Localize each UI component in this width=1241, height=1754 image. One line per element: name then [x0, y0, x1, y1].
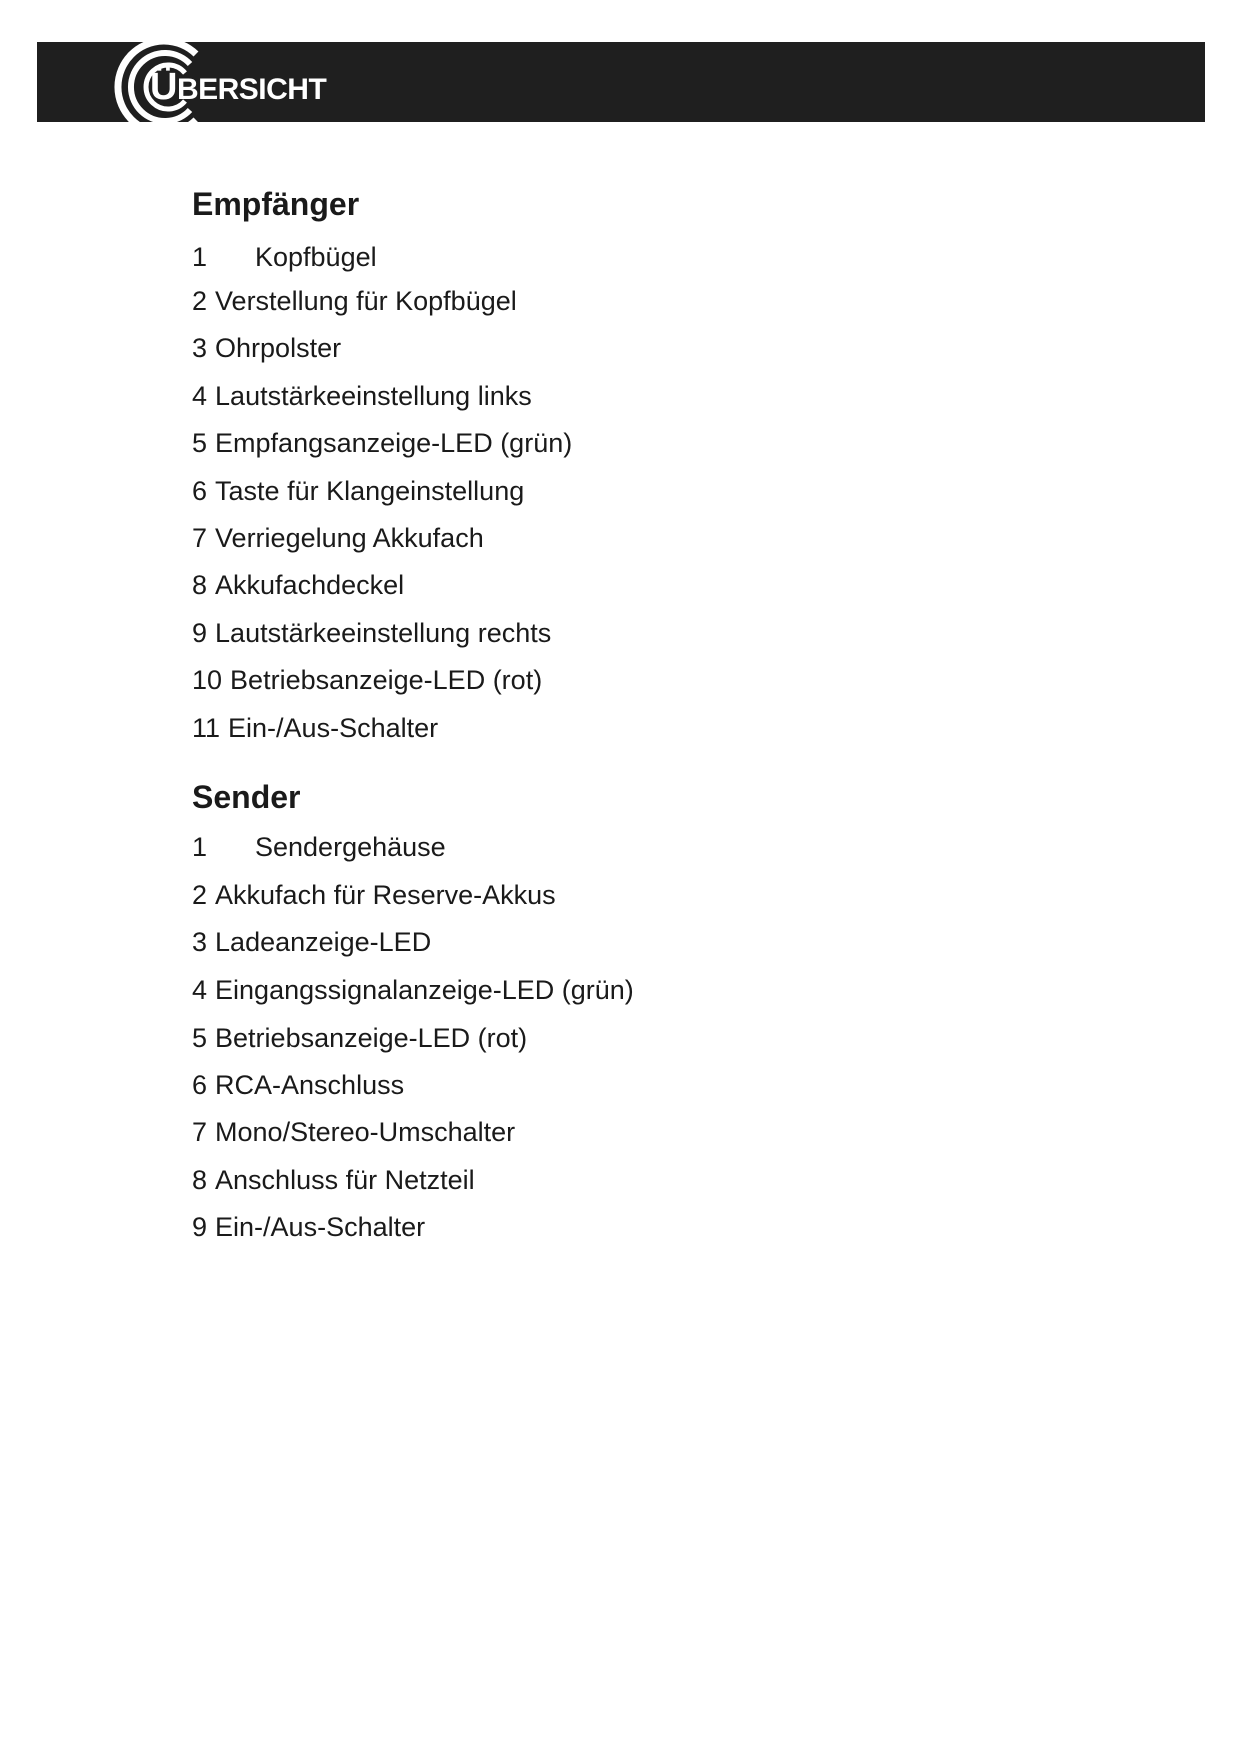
title-rest: BERSICHT	[176, 73, 327, 106]
list-item: 1 Sendergehäuse	[192, 832, 446, 862]
list-item: 9 Ein-/Aus-Schalter	[192, 1212, 426, 1242]
list-item: 11 Ein-/Aus-Schalter	[192, 713, 439, 743]
list-item: 5 Betriebsanzeige-LED (rot)	[192, 1023, 528, 1053]
list-item: 2 Verstellung für Kopfbügel	[192, 286, 517, 316]
list-item: 2 Akkufach für Reserve-Akkus	[192, 880, 556, 910]
list-item: 7 Verriegelung Akkufach	[192, 523, 484, 553]
section-title-sender: Sender	[192, 779, 301, 815]
list-item: 6 Taste für Klangeinstellung	[192, 476, 525, 506]
list-item: 6 RCA-Anschluss	[192, 1070, 405, 1100]
list-item: 7 Mono/Stereo-Umschalter	[192, 1117, 516, 1147]
list-item: 8 Anschluss für Netzteil	[192, 1165, 475, 1195]
list-item: 3 Ohrpolster	[192, 333, 342, 363]
list-item: 1 Kopfbügel	[192, 242, 377, 272]
list-item: 4 Eingangssignalanzeige-LED (grün)	[192, 975, 634, 1005]
page-title	[150, 68, 326, 106]
title-initial: Ü	[150, 66, 177, 108]
section-title-empfaenger: Empfänger	[192, 186, 360, 222]
list-item: 8 Akkufachdeckel	[192, 570, 405, 600]
list-item: 5 Empfangsanzeige-LED (grün)	[192, 428, 573, 458]
list-item: 3 Ladeanzeige-LED	[192, 927, 432, 957]
list-item: 10 Betriebsanzeige-LED (rot)	[192, 665, 543, 695]
list-item: 9 Lautstärkeeinstellung rechts	[192, 618, 552, 648]
list-item: 4 Lautstärkeeinstellung links	[192, 381, 532, 411]
